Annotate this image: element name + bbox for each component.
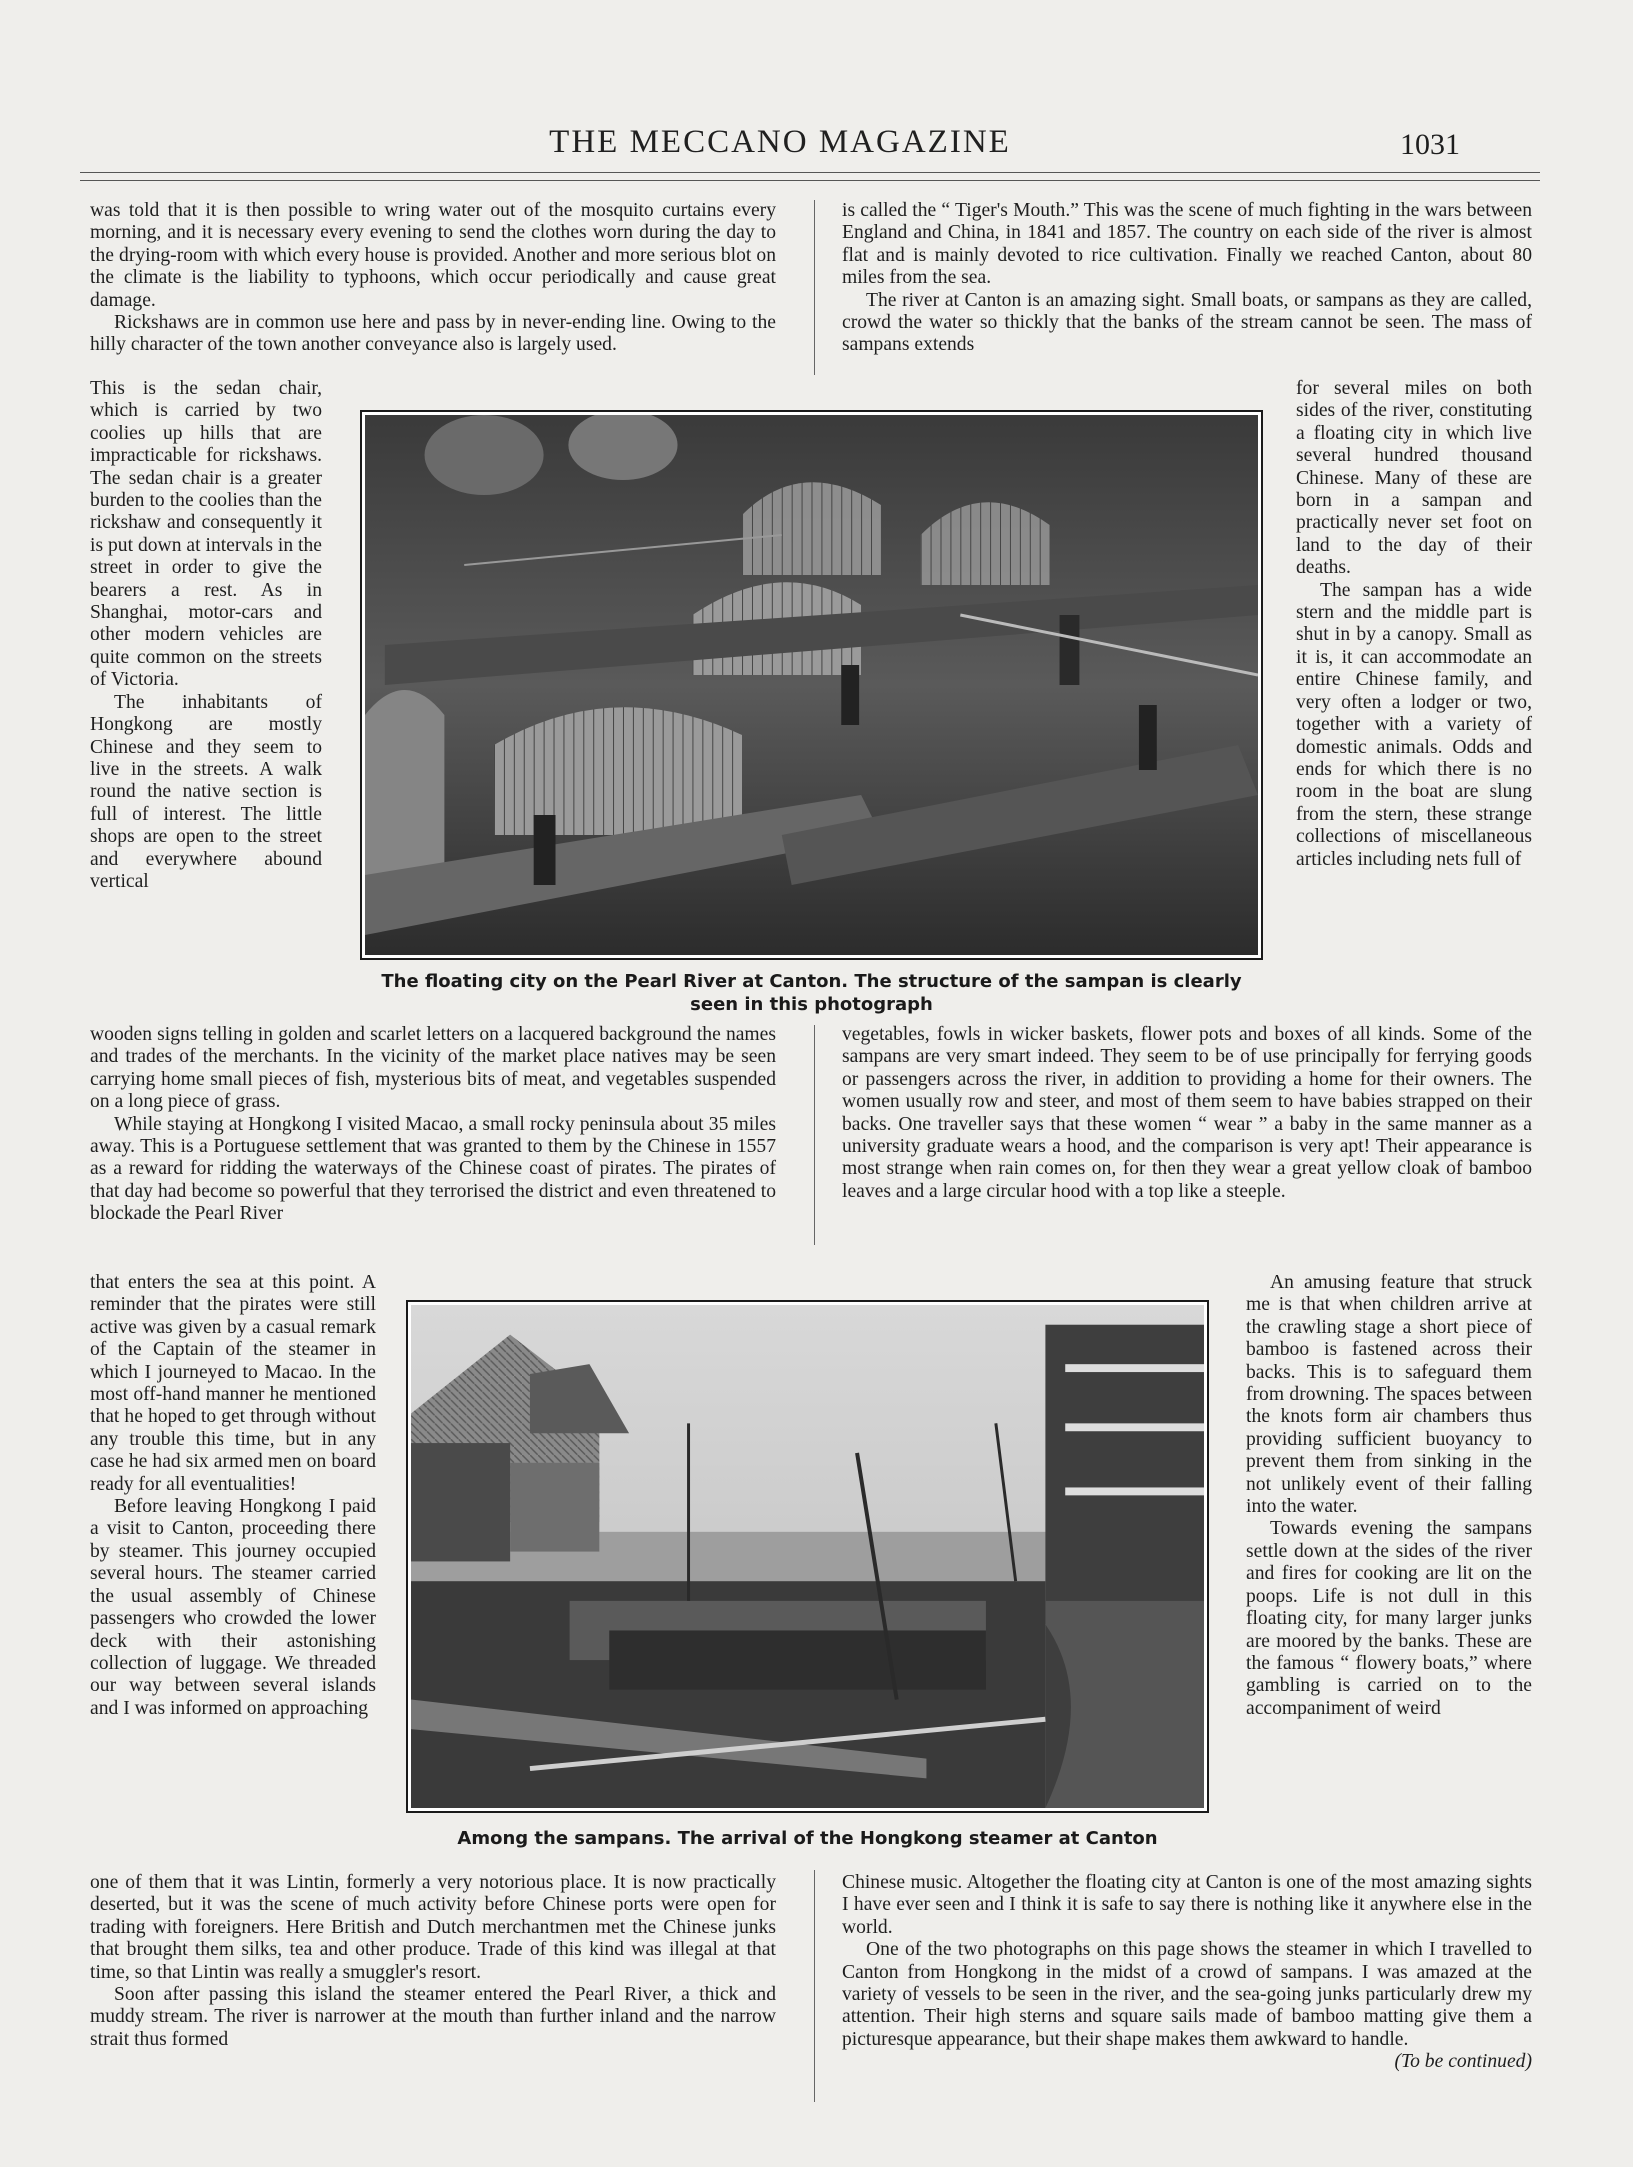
to-be-continued: (To be continued) xyxy=(1394,2051,1532,2073)
left-column-wrap-lower xyxy=(90,1272,376,1720)
paragraph: was told that it is then possible to wring water out of the mosquito curtains every morning, and it is necessary every evening to send the clothes worn during the day to the drying-room with which every house is provided. Another and more serious blot on the climate is the liability to typhoons, which occur periodically and cause great damage. xyxy=(90,200,776,311)
paragraph: for several miles on both sides of the river, constituting a floating city in which live several hundred thousand Chinese. Many of these are born in a sampan and practically never set foot on land to the day of their deaths. xyxy=(1296,378,1532,579)
right-column-middle xyxy=(842,1024,1532,1203)
paragraph: This is the sedan chair, which is carried by two coolies up hills that are impracticable for rickshaws. The sedan chair is a greater burden to the coolies than the rickshaw and consequently it is put down at intervals in the street in order to give the bearers a rest. As in Shanghai, motor-cars and other modern vehicles are quite common on the streets of Victoria. xyxy=(90,378,322,691)
magazine-title: THE MECCANO MAGAZINE xyxy=(549,124,1011,160)
steamer-photo-illustration xyxy=(411,1305,1204,1808)
right-column-bottom xyxy=(842,1872,1532,2074)
photo-among-sampans xyxy=(406,1300,1209,1813)
paragraph: one of them that it was Lintin, formerly a very notorious place. It is now practically deserted, but it was the scene of much activity before Chinese ports were open for trading with foreigners. Here British and Dutch merchantmen met the Chinese junks that brought them silks, tea and other produce. Trade of this kind was illegal at that time, so that Lintin was really a smuggler's resort. xyxy=(90,1872,776,1983)
right-column-wrap-lower xyxy=(1246,1272,1532,1720)
left-column-bottom xyxy=(90,1872,776,2051)
paragraph: Towards evening the sampans settle down at the sides of the river and fires for cooking are lit on the poops. Life is not dull in this floating city, for many larger junks are moored by the banks. These are the famous “ flowery boats,” where gambling is carried on to the accompaniment of weird xyxy=(1246,1518,1532,1719)
paragraph: The sampan has a wide stern and the middle part is shut in by a canopy. Small as it is, it can accommodate an entire Chinese family, and very often a lodger or two, together with a variety of domestic animals. Odds and ends for which there is no room in the boat are slung from the stern, these strange collections of miscellaneous articles including nets full of xyxy=(1296,579,1532,870)
paragraph: vegetables, fowls in wicker baskets, flower pots and boxes of all kinds. Some of the sampans are very smart indeed. They seem to be of use principally for ferrying goods or passengers across the river, in addition to providing a home for their owners. The women usually row and steer, and most of them seem to have babies strapped on their backs. One traveller says that these women “ wear ” a baby in the same manner as a university graduate wears a hood, and the comparison is very apt! Their appearance is most strange when rain comes on, for then they wear a great yellow cloak of bamboo leaves and a large circular hood with a top like a steeple. xyxy=(842,1024,1532,1202)
column-divider xyxy=(814,1025,815,1245)
photo-floating-city xyxy=(360,410,1263,960)
paragraph: that enters the sea at this point. A reminder that the pirates were still active was given by a casual remark of the Captain of the steamer in which I journeyed to Macao. In the most off-hand manner he mentioned that he hoped to get through without any trouble this time, but in any case he had six armed men on board ready for all eventualities! xyxy=(90,1272,376,1495)
paragraph: The river at Canton is an amazing sight. Small boats, or sampans as they are called, crowd the water so thickly that the banks of the stream cannot be seen. The mass of sampans extends xyxy=(842,289,1532,356)
paragraph: Rickshaws are in common use here and pass by in never-ending line. Owing to the hilly character of the town another conveyance also is largely used. xyxy=(90,312,776,356)
paragraph: wooden signs telling in golden and scarlet letters on a lacquered background the names and trades of the merchants. In the vicinity of the market place natives may be seen carrying home small pieces of fish, mysterious bits of meat, and vegetables suspended on a long piece of grass. xyxy=(90,1024,776,1113)
paragraph: Before leaving Hongkong I paid a visit to Canton, proceeding there by steamer. This journey occupied several hours. The steamer carried the usual assembly of Chinese passengers who crowded the lower deck with their astonishing collection of luggage. We threaded our way between several islands and I was informed on approaching xyxy=(90,1496,376,1719)
right-column-top xyxy=(842,200,1532,357)
left-column-wrap xyxy=(90,378,322,893)
paragraph: Chinese music. Altogether the floating city at Canton is one of the most amazing sights I have ever seen and I think it is safe to say there is nothing like it anywhere else in the world. xyxy=(842,1872,1532,1938)
header-rule-top xyxy=(80,172,1540,173)
right-column-wrap xyxy=(1296,378,1532,871)
header-rule-bottom xyxy=(80,180,1540,181)
paragraph: Soon after passing this island the steamer entered the Pearl River, a thick and muddy stream. The river is narrower at the mouth than further inland and the narrow strait thus formed xyxy=(90,1984,776,2050)
left-column-middle xyxy=(90,1024,776,1226)
paragraph: While staying at Hongkong I visited Macao, a small rocky peninsula about 35 miles away. This is a Portuguese settlement that was granted to them by the Chinese in 1557 as a reward for ridding the waterways of the Chinese coast of pirates. The pirates of that day had become so powerful that they terrorised the district and even threatened to blockade the Pearl River xyxy=(90,1113,776,1225)
paragraph: The inhabitants of Hongkong are mostly Chinese and they seem to live in the streets. A walk round the native section is full of interest. The little shops are open to the street and everywhere abound vertical xyxy=(90,691,322,892)
photo-floating-city-caption: The floating city on the Pearl River at Canton. The structure of the sampan is clearly seen in this photograph xyxy=(381,971,1242,1015)
paragraph-text: One of the two photographs on this page shows the steamer in which I travelled to Canton from Hongkong in the midst of a crowd of sampans. I was amazed at the variety of vessels to be seen in the river, and the sea-going junks particularly drew my attention. Their high sterns and square sails made of bamboo matting give them a picturesque appearance, but their shape makes them awkward to handle. xyxy=(842,1939,1532,2050)
page-number: 1031 xyxy=(1400,128,1460,161)
column-divider xyxy=(814,200,815,375)
column-divider xyxy=(814,1870,815,2102)
left-column-top xyxy=(90,200,776,357)
sampans-photo-illustration xyxy=(365,415,1258,955)
paragraph xyxy=(842,1939,1532,2073)
photo-among-sampans-caption: Among the sampans. The arrival of the Hongkong steamer at Canton xyxy=(457,1828,1158,1849)
paragraph: An amusing feature that struck me is that when children arrive at the crawling stage a short piece of bamboo is fastened across their backs. This is to safeguard them from drowning. The spaces between the knots form air chambers thus providing sufficient buoyancy to prevent them from sinking in the not unlikely event of their falling into the water. xyxy=(1246,1272,1532,1518)
paragraph: is called the “ Tiger's Mouth.” This was the scene of much fighting in the wars between England and China, in 1841 and 1857. The country on each side of the river is almost flat and is mainly devoted to rice cultivation. Finally we reached Canton, about 80 miles from the sea. xyxy=(842,200,1532,289)
